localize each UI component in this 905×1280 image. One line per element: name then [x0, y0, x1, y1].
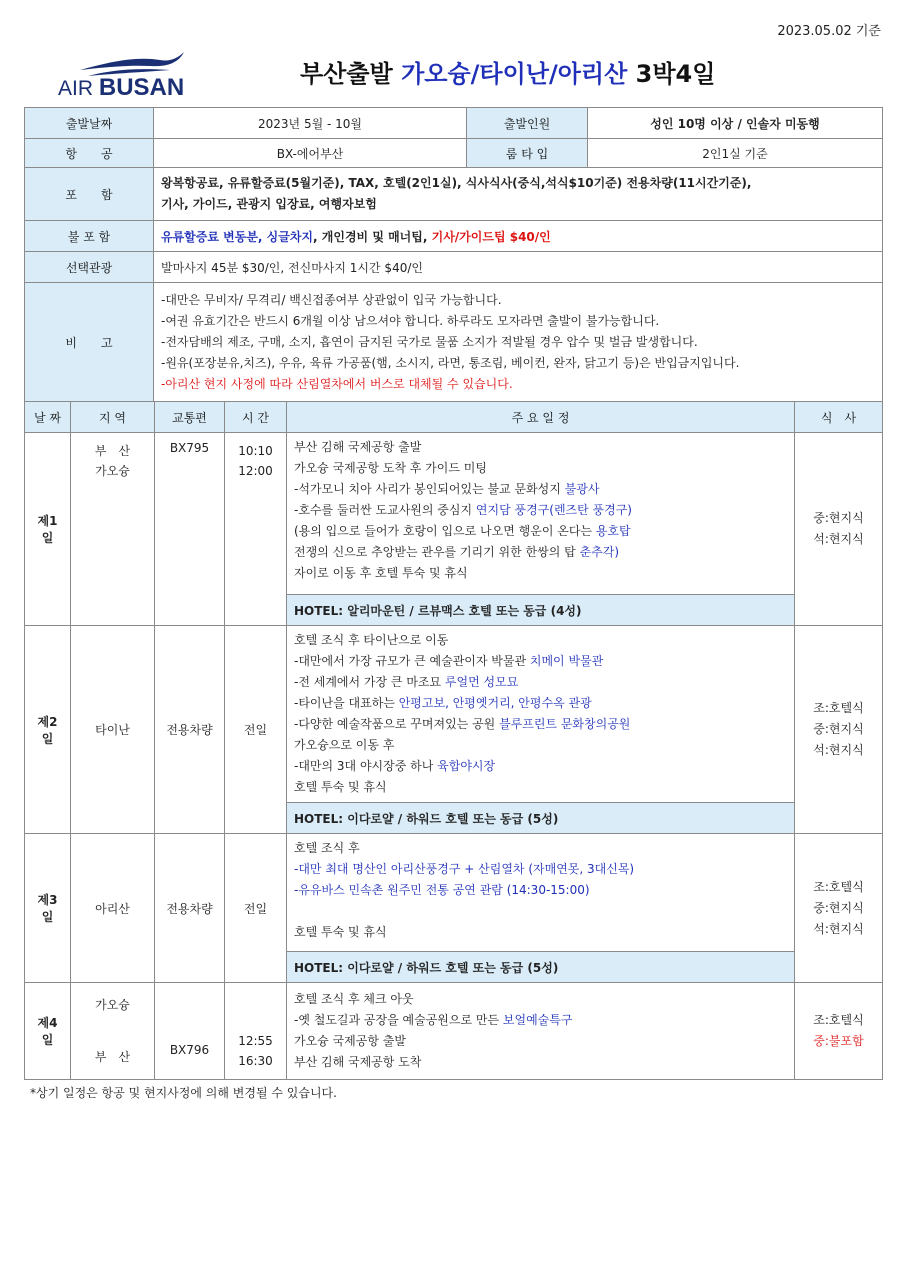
day1-hotel: HOTEL: 알리마운틴 / 르뷰맥스 호텔 또는 동급 (4성)	[287, 595, 795, 626]
col-time: 시 간	[225, 402, 287, 433]
optional-label: 선택관광	[25, 252, 154, 283]
footnote: *상기 일정은 항공 및 현지사정에 의해 변경될 수 있습니다.	[30, 1086, 337, 1100]
schedule-table	[24, 401, 883, 1080]
day4-time: 12:55 16:30	[225, 983, 287, 1080]
day4-flight: BX796	[155, 983, 225, 1080]
day2-hotel: HOTEL: 이다로얄 / 하워드 호텔 또는 동급 (5성)	[287, 803, 795, 834]
col-region: 지 역	[71, 402, 155, 433]
day3-itinerary: 호텔 조식 후 -대만 최대 명산인 아리산풍경구 + 산림열차 (자매연못, 3대신목) -유유바스 민속촌 원주민 전통 공연 관람 (14:30-15:00) 호텔 투숙 및 휴식	[287, 834, 795, 952]
day3-label: 제3일	[25, 834, 71, 983]
air-busan-logo: AIR BUSAN	[54, 52, 186, 98]
include-value: 왕복항공료, 유류할증료(5월기준), TAX, 호텔(2인1실), 식사식사(중식,석식$10기준) 전용차량(11시간기준), 기사, 가이드, 관광지 입장료, 여행자보험	[154, 168, 883, 221]
remark-line: -전자담배의 제조, 구매, 소지, 흡연이 금지된 국가로 물품 소지가 적발될 경우 압수 및 벌금 발생합니다.	[161, 334, 698, 349]
people-label: 출발인원	[467, 108, 588, 139]
remark-line-warning: -아리산 현지 사정에 따라 산림열차에서 버스로 대체될 수 있습니다.	[161, 376, 513, 391]
col-itinerary: 주 요 일 정	[287, 402, 795, 433]
col-transport: 교통편	[155, 402, 225, 433]
exclude-value: 유류할증료 변동분, 싱글차지, 개인경비 및 매너팁, 기사/가이드팁 $40/인	[154, 221, 883, 252]
day2-region: 타이난	[71, 626, 155, 834]
day3-transport: 전용차량	[155, 834, 225, 983]
day1-region: 부 산 가오슝	[71, 433, 155, 626]
remark-line: -대만은 무비자/ 무격리/ 백신접종여부 상관없이 입국 가능합니다.	[161, 292, 502, 307]
day1-flight: BX795	[155, 433, 225, 626]
room-label: 룸 타 입	[467, 139, 588, 168]
info-table	[24, 107, 883, 402]
room-value: 2인1실 기준	[588, 139, 883, 168]
day1-meals: 중:현지식 석:현지식	[795, 433, 883, 626]
remark-line: -원유(포장분유,치즈), 우유, 육류 가공품(햄, 소시지, 라면, 통조림, 베이컨, 완자, 닭고기 등)은 반입금지입니다.	[161, 355, 740, 370]
day3-hotel: HOTEL: 이다로얄 / 하워드 호텔 또는 동급 (5성)	[287, 952, 795, 983]
day4-region: 가오슝 부 산	[71, 983, 155, 1080]
issue-date: 2023.05.02 기준	[777, 24, 881, 39]
day1-time: 10:10 12:00	[225, 433, 287, 626]
include-label: 포 함	[25, 168, 154, 221]
departure-label: 출발날짜	[25, 108, 154, 139]
day2-meals: 조:호텔식 중:현지식 석:현지식	[795, 626, 883, 834]
day2-itinerary: 호텔 조식 후 타이난으로 이동 -대만에서 가장 규모가 큰 예술관이자 박물관 치메이 박물관 -전 세계에서 가장 큰 마조묘 루얼먼 성모묘 -타이난을 대표하는 안평고보, 안평옛거리, 안평수옥 관광 -다양한 예술작품으로 꾸며져있는 공원 블루프린트 문화창의공원 가오슝으로 이동 후 -대만의 3대 야시장중 하나 육합야시장 호텔 투숙 및 휴식	[287, 626, 795, 803]
day3-region: 아리산	[71, 834, 155, 983]
col-day: 날 짜	[25, 402, 71, 433]
day2-time: 전일	[225, 626, 287, 834]
day1-label: 제1일	[25, 433, 71, 626]
day1-itinerary: 부산 김해 국제공항 출발 가오슝 국제공항 도착 후 가이드 미팅 -석가모니 치아 사리가 봉인되어있는 불교 문화성지 불광사 -호수를 둘러싼 도교사원의 중심지 연지담 풍경구(렌즈탄 풍경구) (용의 입으로 들어가 호랑이 입으로 나오면 행운이 온다는 용호탑 전쟁의 신으로 추앙받는 관우를 기리기 위한 한쌍의 탑 춘추각) 자이로 이동 후 호텔 투숙 및 휴식	[287, 433, 795, 595]
optional-value: 발마사지 45분 $30/인, 전신마사지 1시간 $40/인	[154, 252, 883, 283]
day4-meals: 조:호텔식 중:불포함	[795, 983, 883, 1080]
departure-value: 2023년 5월 - 10월	[154, 108, 467, 139]
remarks-value	[154, 283, 883, 402]
col-meal: 식 사	[795, 402, 883, 433]
day4-itinerary: 호텔 조식 후 체크 아웃 -옛 철도길과 공장을 예술공원으로 만든 보얼예술특구 가오슝 국제공항 출발 부산 김해 국제공항 도착	[287, 983, 795, 1080]
day3-time: 전일	[225, 834, 287, 983]
page-title: 부산출발 가오슝/타이난/아리산 3박4일	[300, 60, 716, 88]
day2-label: 제2일	[25, 626, 71, 834]
day3-meals: 조:호텔식 중:현지식 석:현지식	[795, 834, 883, 983]
exclude-label: 불 포 함	[25, 221, 154, 252]
remark-line: -여권 유효기간은 반드시 6개월 이상 남으셔야 합니다. 하루라도 모자라면 출발이 불가능합니다.	[161, 313, 660, 328]
airline-value: BX-에어부산	[154, 139, 467, 168]
remarks-label: 비 고	[25, 283, 154, 402]
airline-label: 항 공	[25, 139, 154, 168]
day4-label: 제4일	[25, 983, 71, 1080]
day2-transport: 전용차량	[155, 626, 225, 834]
people-value: 성인 10명 이상 / 인솔자 미동행	[588, 108, 883, 139]
